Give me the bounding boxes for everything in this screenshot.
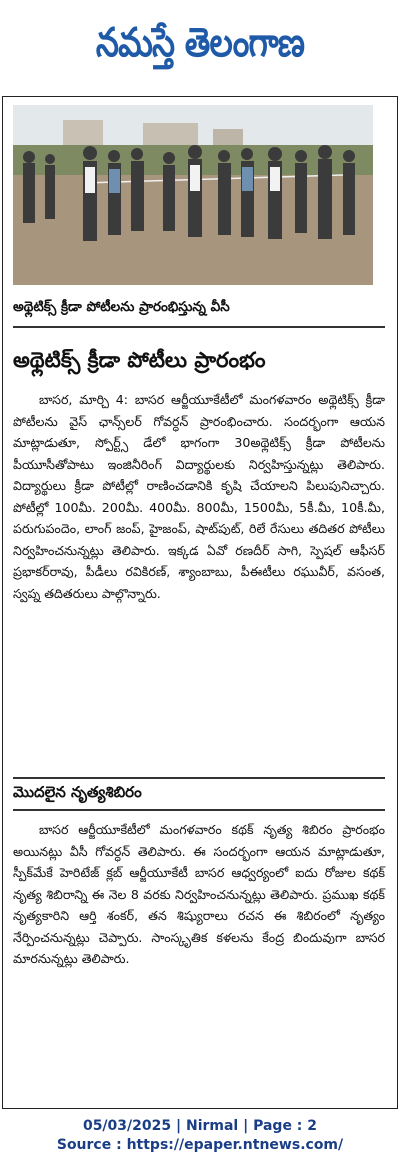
footer-source-line: Source : https://epaper.ntnews.com/: [56, 1137, 344, 1153]
masthead: [0, 0, 400, 95]
divider: [13, 809, 385, 811]
subarticle-body: [13, 819, 385, 1104]
photo-caption: అథ్లెటిక్స్ క్రీడా పోటీలను ప్రారంభిస్తున్న వీసీ: [13, 299, 230, 315]
subarticle-paragraph: బాసర ఆర్జీయూకేటీలో మంగళవారం కథక్ నృత్య శిబిరం ప్రారంభం అయినట్లు వీసీ గోవర్ధన్ తెలిపారు. ఈ సందర్భంగా ఆయన మాట్లాడుతూ, స్పీక్‌మేకే హెరిటేజ్ క్లబ్ ఆర్జీయూకేటీ బాసర ఆధ్వర్యంలో ఐదు రోజుల కథక్ నృత్య శిబిరాన్ని ఈ నెల 8 వరకు నిర్వహించనున్నట్లు తెలిపారు. ప్రముఖ కథక్ నృత్యకారిని ఆర్తి శంకర్, తన శిష్యురాలు రచన ఈ శిబిరంలో నృత్యం నేర్పించనున్నట్లు చెప్పారు. సాంస్కృతిక కళలను కేంద్ర బిందువుగా బాసర మారనున్నట్లు తెలిపారు.: [13, 822, 385, 966]
masthead-title: నమస్తే తెలంగాణ: [95, 19, 305, 66]
article-paragraph: బాసర, మార్చి 4: బాసర ఆర్జీయూకేటీలో మంగళవారం అథ్లెటిక్స్ క్రీడా పోటీలను వైస్ ఛాన్స్‌లర్ గోవర్ధన్ ప్రారంభించారు. సందర్భంగా ఆయన మాట్లాడుతూ, స్పోర్ట్స్ డేలో భాగంగా 30అథ్లెటిక్స్ క్రీడా పోటీలను పీయూసీతోపాటు ఇంజినీరింగ్ విద్యార్థులకు నిర్వహిస్తున్నట్లు తెలిపారు. విద్యార్థులు క్రీడా పోటీల్లో రాణించడానికి కృషి చేయాలని పిలుపునిచ్చారు. పోటీల్లో 100మీ. 200మీ. 400మీ. 800మీ, 1500మీ, 5కీ.మీ, 10కీ.మీ, పరుగుపందెం, లాంగ్ జంప్, హైజంప్, షాట్‌పుట్, రిలే రేసులు తదితర పోటీలు నిర్వహించనున్నట్లు తెలిపారు. ఇక్కడ ఏవో రణదీర్ సాగి, స్పెషల్ ఆఫీసర్ ప్రభాకర్‌రావు, పీడీలు రవికిరణ్, శ్యాంబాబు, పీఈటీలు రఘువీర్, వసంత, స్వప్న తదితరులు పాల్గొన్నారు.: [13, 392, 385, 601]
article-headline: అథ్లెటిక్స్ క్రీడా పోటీలు ప్రారంభం: [13, 348, 266, 372]
divider: [13, 326, 385, 328]
news-photo: [13, 105, 373, 285]
article-body: [13, 389, 385, 777]
news-clipping: [2, 96, 398, 1109]
footer-date-line: 05/03/2025 | Nirmal | Page : 2: [82, 1118, 318, 1134]
subheadline: మొదలైన నృత్యశిబిరం: [13, 783, 142, 801]
